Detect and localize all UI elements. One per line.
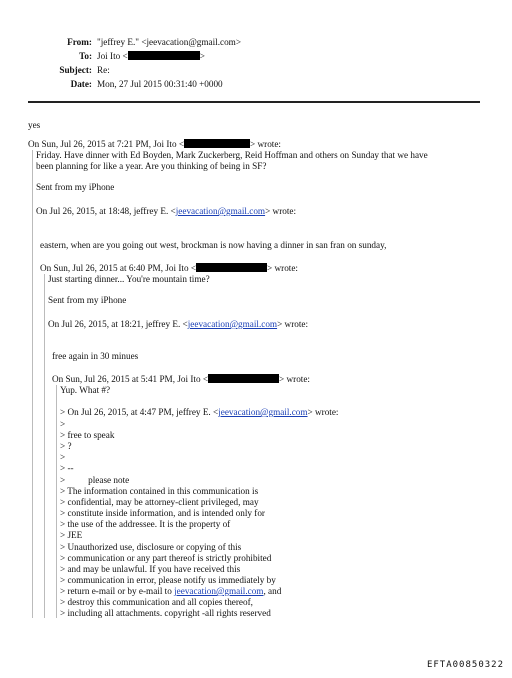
quoted-line: > please note: [60, 475, 130, 485]
quoted-line: > --: [60, 463, 74, 473]
redaction-block: [196, 263, 267, 272]
quoted-line: > communication or any part thereof is strictly prohibited: [60, 553, 272, 563]
quote5-header-end: > wrote:: [279, 374, 310, 384]
quoted-line: > confidential, may be attorney-client privileged, may: [60, 497, 259, 507]
quote-bar-2: [44, 274, 45, 618]
quoted-line: > JEE: [60, 530, 83, 540]
from-value: "jeffrey E." <jeevacation@gmail.com>: [97, 37, 242, 47]
quoted-line: > destroy this communication and all copies thereof,: [60, 597, 253, 607]
quote5-header: [52, 374, 310, 385]
to-close: >: [199, 51, 205, 61]
quote1-header: [28, 139, 281, 150]
quote1-sent: Sent from my iPhone: [36, 182, 115, 192]
quoted-line-return: [60, 586, 281, 597]
date-value: Mon, 27 Jul 2015 00:31:40 +0000: [97, 79, 223, 89]
quoted-line: > The information contained in this communication is: [60, 486, 259, 496]
quote6-header-end: > wrote:: [307, 407, 339, 417]
redaction-block: [208, 374, 279, 383]
quoted-line: > constitute inside information, and is intended only for: [60, 508, 265, 518]
quoted-line: > and may be unlawful. If you have received this: [60, 564, 241, 574]
document-id: EFTA00850322: [426, 660, 504, 670]
subject-label: Subject:: [59, 65, 92, 75]
quote2-header-end: > wrote:: [265, 206, 297, 216]
quote1-line2: been planning for like a year. Are you thinking of being in SF?: [36, 161, 267, 171]
redaction-block: [128, 51, 200, 60]
email-link[interactable]: jeevacation@gmail.com: [174, 586, 264, 596]
quote-bar-3: [56, 385, 57, 618]
quote1-line1: Friday. Have dinner with Ed Boyden, Mark Zuckerberg, Reid Hoffman and others on Sunday that we have: [36, 150, 428, 160]
quote3-sent: Sent from my iPhone: [48, 295, 127, 305]
email-link[interactable]: jeevacation@gmail.com: [175, 206, 266, 216]
to-label: To:: [79, 51, 92, 61]
quote4-header-text: On Jul 26, 2015, at 18:21, jeffrey E. <: [48, 319, 188, 329]
quote3-body: Just starting dinner... You're mountain time?: [48, 274, 210, 284]
date-label: Date:: [70, 79, 92, 89]
quote2-header-text: On Jul 26, 2015, at 18:48, jeffrey E. <: [36, 206, 176, 216]
quoted-line: > ?: [60, 441, 72, 451]
quoted-line: >: [60, 452, 66, 462]
redaction-block: [184, 139, 250, 148]
email-link[interactable]: jeevacation@gmail.com: [218, 407, 308, 417]
quoted-line: > including all attachments. copyright -all rights reserved: [60, 608, 271, 618]
quoted-line: > Unauthorized use, disclosure or copying of this: [60, 542, 242, 552]
quote1-header-text: On Sun, Jul 26, 2015 at 7:21 PM, Joi Ito <: [28, 139, 185, 149]
quoted-line: >: [60, 419, 66, 429]
quote4-body: free again in 30 minues: [52, 351, 139, 361]
quote4-header: [48, 319, 308, 330]
quote5-header-text: On Sun, Jul 26, 2015 at 5:41 PM, Joi Ito <: [52, 374, 209, 384]
quote5-body: Yup. What #?: [60, 385, 111, 395]
email-link[interactable]: jeevacation@gmail.com: [187, 319, 278, 329]
quote6-header-text: > On Jul 26, 2015, at 4:47 PM, jeffrey E. <: [60, 407, 219, 417]
quote3-header: [40, 263, 298, 274]
to-name: Joi Ito <: [97, 51, 128, 61]
quoted-line: > communication in error, please notify us immediately by: [60, 575, 276, 585]
quote3-header-text: On Sun, Jul 26, 2015 at 6:40 PM, Joi Ito <: [40, 263, 197, 273]
quote-bar-1: [32, 150, 33, 618]
to-value: [97, 51, 205, 62]
reply-text: yes: [28, 120, 41, 130]
quoted-line: > the use of the addressee. It is the property of: [60, 519, 231, 529]
quote4-header-end: > wrote:: [277, 319, 309, 329]
from-label: From:: [67, 37, 92, 47]
header-divider: [28, 101, 480, 103]
quote6-header: [60, 407, 338, 418]
subject-value: Re:: [97, 65, 110, 75]
return-text: > return e-mail or by e-mail to: [60, 586, 175, 596]
quote1-header-end: > wrote:: [250, 139, 281, 149]
quote2-header: [36, 206, 296, 217]
return-end: , and: [263, 586, 282, 596]
quoted-line: > free to speak: [60, 430, 115, 440]
quote2-body: eastern, when are you going out west, brockman is now having a dinner in san fran on sunday,: [40, 240, 387, 250]
quote3-header-end: > wrote:: [267, 263, 298, 273]
